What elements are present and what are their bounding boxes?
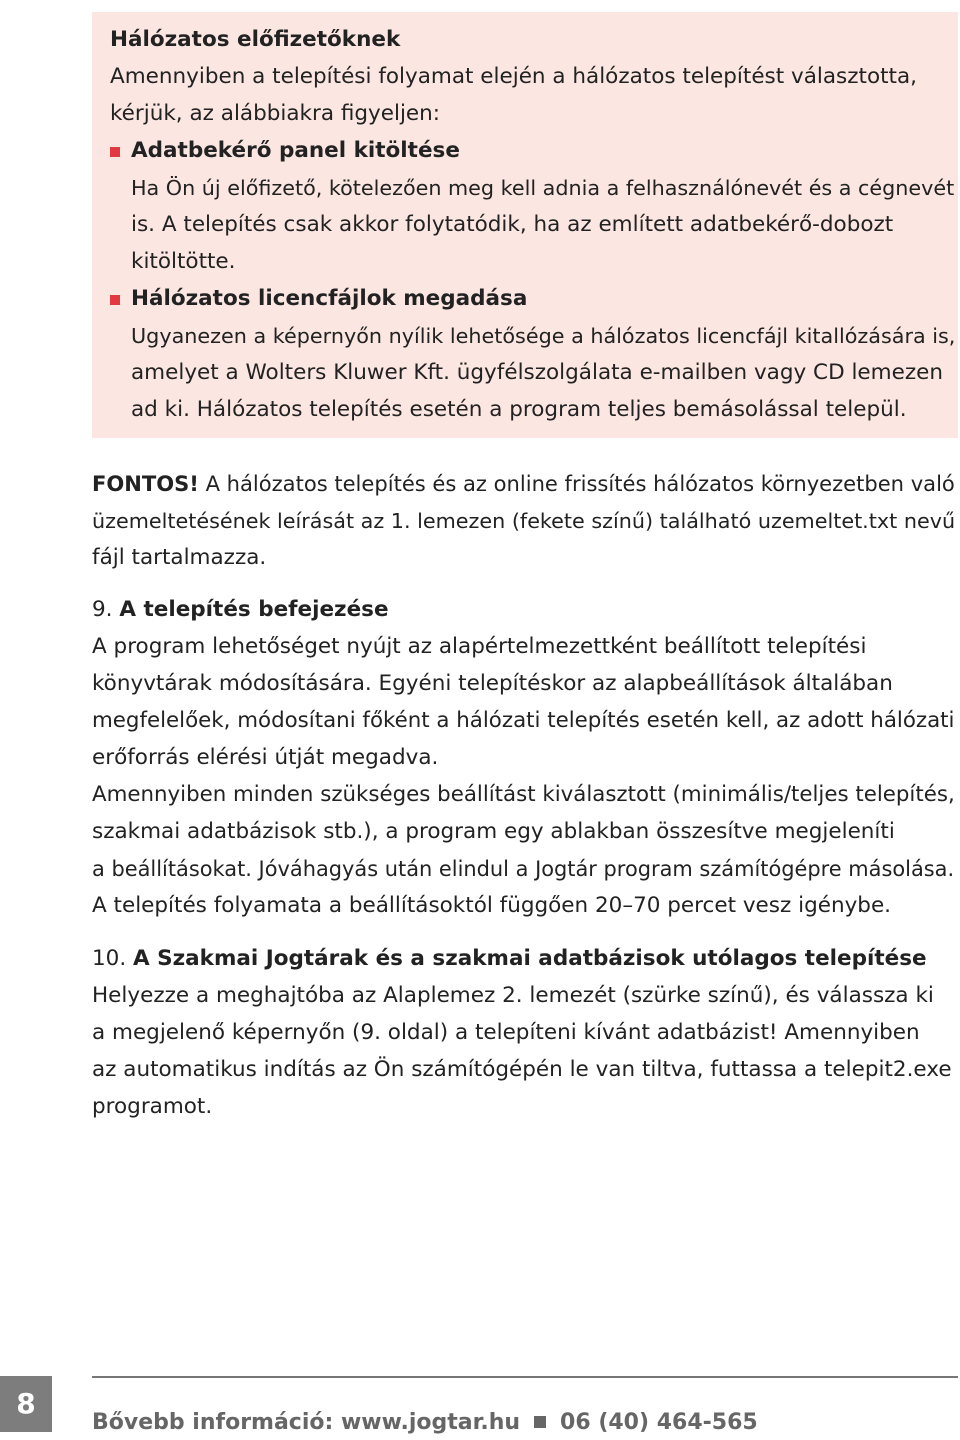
- fontos-text: A hálózatos telepítés és az online frissítés hálózatos környezetben való: [198, 471, 955, 496]
- section-10-line: Helyezze a meghajtóba az Alaplemez 2. lemezét (szürke színű), és válassza ki: [92, 983, 934, 1008]
- fontos-line: fájl tartalmazza.: [92, 545, 267, 570]
- item-title: Hálózatos licencfájlok megadása: [131, 286, 528, 311]
- section-9-line: A telepítés folyamata a beállításoktól függően 20–70 percet vesz igénybe.: [92, 893, 892, 918]
- item-title: Adatbekérő panel kitöltése: [131, 138, 460, 163]
- item-line: Ha Ön új előfizető, kötelezően meg kell adnia a felhasználónevét és a cégnevét: [131, 176, 955, 200]
- box-title: Hálózatos előfizetőknek: [110, 27, 401, 52]
- section-9-line: erőforrás elérési útját megadva.: [92, 745, 439, 770]
- footer-phone: 06 (40) 464-565: [560, 1410, 758, 1435]
- section-9-line: a beállításokat. Jóváhagyás után elindul a Jogtár program számítógépre másolása.: [92, 857, 955, 881]
- section-9-line: szakmai adatbázisok stb.), a program egy ablakban összesítve megjeleníti: [92, 819, 895, 844]
- fontos-line: [92, 468, 955, 500]
- section-10-line: a megjelenő képernyőn (9. oldal) a telepíteni kívánt adatbázist! Amennyiben: [92, 1020, 920, 1045]
- bullet-icon: [110, 147, 120, 157]
- section-9-line: Amennyiben minden szükséges beállítást kiválasztott (minimális/teljes telepítés,: [92, 782, 955, 807]
- section-title: A telepítés befejezése: [119, 597, 389, 622]
- footer-info: [92, 1406, 758, 1440]
- section-10-line: az automatikus indítás az Ön számítógépén le van tiltva, futtassa a telepit2.exe: [92, 1057, 952, 1082]
- section-10-line: programot.: [92, 1094, 213, 1119]
- item-line: kitöltötte.: [131, 249, 236, 274]
- box-intro-line: kérjük, az alábbiakra figyeljen:: [110, 101, 441, 126]
- item-line: Ugyanezen a képernyőn nyílik lehetősége a hálózatos licencfájl kitallózására is,: [131, 324, 956, 348]
- section-title: A Szakmai Jogtárak és a szakmai adatbázisok utólagos telepítése: [133, 946, 927, 971]
- section-9-line: A program lehetőséget nyújt az alapértelmezettként beállított telepítési: [92, 634, 867, 659]
- section-9-line: könyvtárak módosítására. Egyéni telepítéskor az alapbeállítások általában: [92, 671, 893, 696]
- section-10-heading: [92, 943, 927, 975]
- item-line: ad ki. Hálózatos telepítés esetén a program teljes bemásolással települ.: [131, 397, 907, 422]
- box-intro-line: Amennyiben a telepítési folyamat elején a hálózatos telepítést választotta,: [110, 64, 917, 89]
- page-number: 8: [0, 1376, 52, 1432]
- section-9-heading: [92, 594, 389, 626]
- fontos-label: FONTOS!: [92, 471, 199, 496]
- footer-info-label: Bővebb információ: www.jogtar.hu: [92, 1410, 521, 1435]
- section-number: 10.: [92, 946, 134, 971]
- fontos-line: üzemeltetésének leírását az 1. lemezen (fekete színű) található uzemeltet.txt nevű: [92, 509, 956, 533]
- section-9-line: megfelelőek, módosítani főként a hálózati telepítés esetén kell, az adott hálózati: [92, 708, 955, 733]
- item-line: is. A telepítés csak akkor folytatódik, ha az említett adatbekérő-dobozt: [131, 212, 894, 237]
- item-line: amelyet a Wolters Kluwer Kft. ügyfélszolgálata e-mailben vagy CD lemezen: [131, 360, 943, 385]
- footer-divider: [92, 1376, 958, 1378]
- section-number: 9.: [92, 597, 120, 622]
- square-bullet-icon: [534, 1416, 546, 1428]
- bullet-icon: [110, 295, 120, 305]
